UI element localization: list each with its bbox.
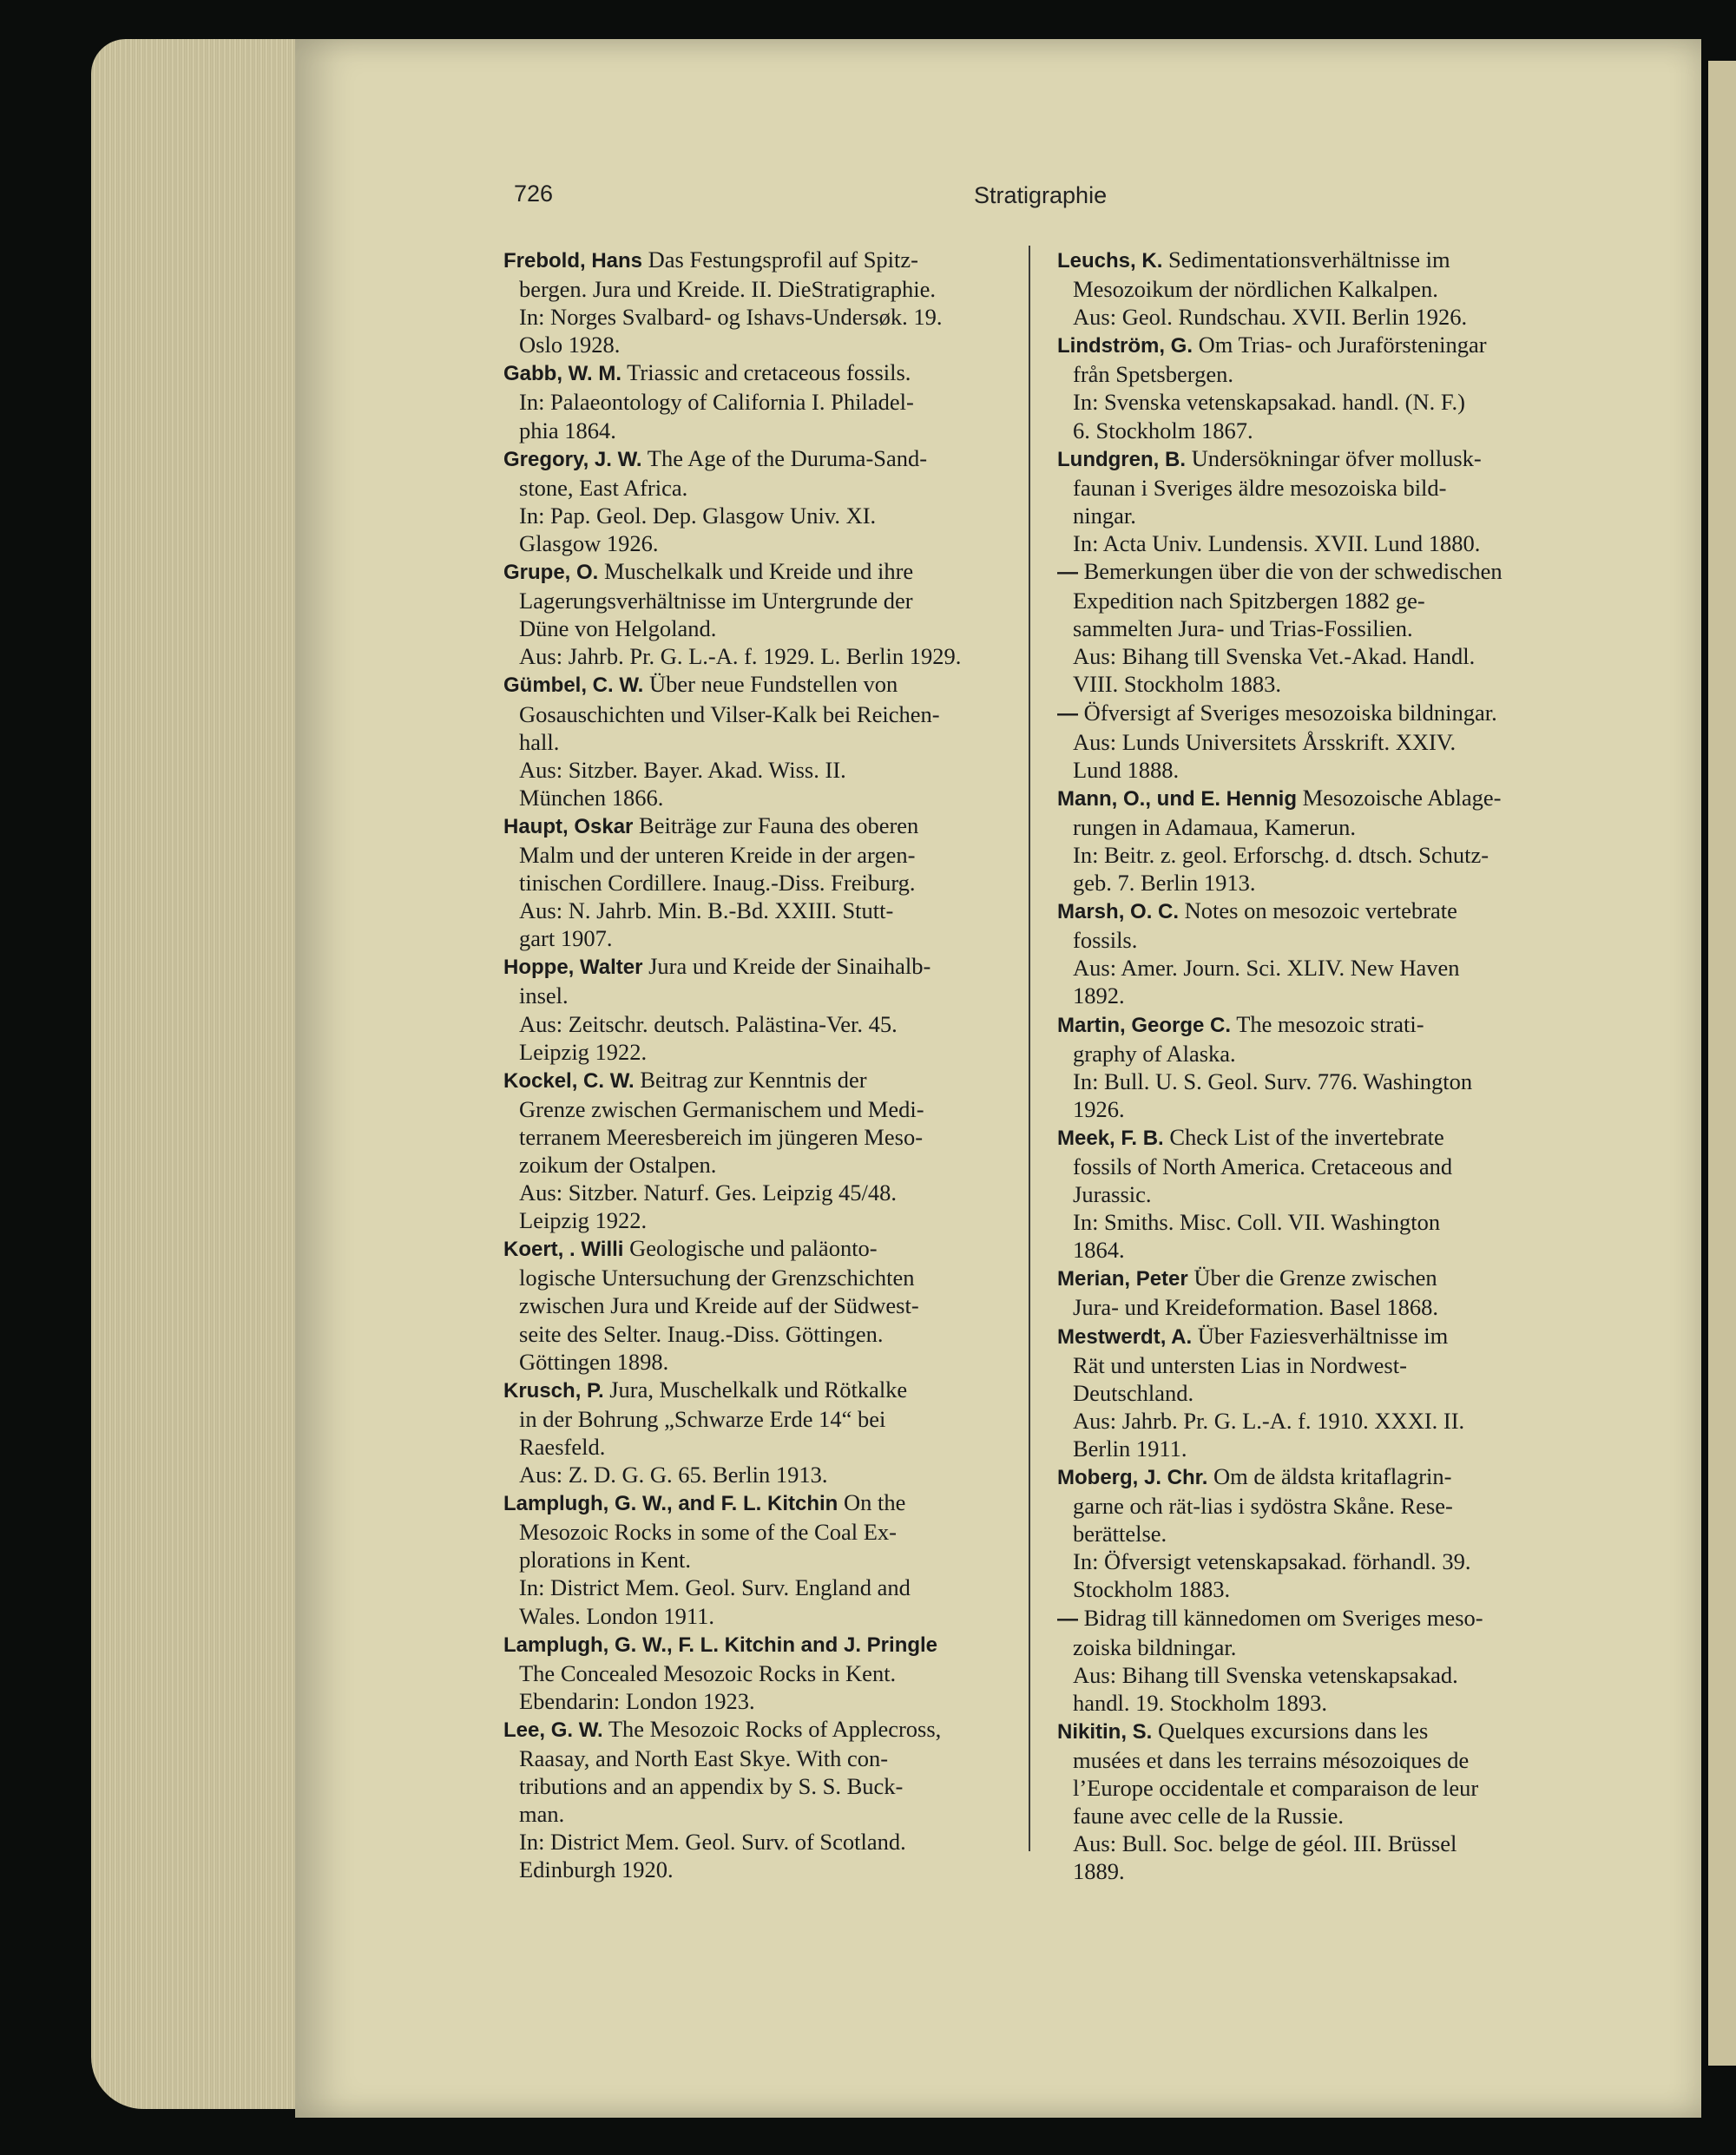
entry-line: zoikum der Ostalpen. — [519, 1152, 717, 1178]
bibliography-entry — [503, 557, 1024, 670]
bibliography-entry — [503, 1630, 1024, 1715]
entry-first-line — [1057, 331, 1578, 360]
entry-first-line — [1057, 897, 1578, 926]
entry-line: Expedition nach Spitzbergen 1882 ge- — [1073, 588, 1425, 614]
entry-line: zwischen Jura und Kreide auf der Südwest- — [519, 1292, 919, 1319]
entry-text: Das Festungsprofil auf Spitz- — [648, 246, 918, 273]
entry-line: faune avec celle de la Russie. — [1073, 1803, 1344, 1830]
bibliography-entry — [503, 358, 1024, 443]
entry-line: Berlin 1911. — [1073, 1435, 1187, 1462]
entry-first-line — [503, 1715, 1024, 1744]
entry-text: Muschelkalk und Kreide und ihre — [603, 558, 914, 585]
bibliography-entry — [1057, 897, 1578, 1009]
entry-first-line — [503, 246, 1024, 275]
entry-line: stone, East Africa. — [519, 474, 688, 501]
entry-line: 6. Stockholm 1867. — [1073, 417, 1253, 443]
entry-line: rungen in Adamaua, Kamerun. — [1073, 813, 1356, 840]
entry-author: Koert, . Willi — [503, 1238, 624, 1262]
entry-author: Grupe, O. — [503, 561, 599, 585]
entry-line: Oslo 1928. — [519, 332, 621, 358]
entry-line: tributions and an appendix by S. S. Buck- — [519, 1773, 904, 1800]
entry-line: The Concealed Mesozoic Rocks in Kent. — [519, 1659, 897, 1686]
entry-text: On the — [843, 1489, 906, 1516]
entry-text: The Age of the Duruma-Sand- — [647, 444, 928, 471]
entry-text: Quelques excursions dans les — [1157, 1717, 1429, 1744]
bibliography-entry — [503, 1715, 1024, 1884]
entry-line: Raesfeld. — [519, 1433, 606, 1460]
bibliography-entry — [503, 1066, 1024, 1235]
entry-line: München 1866. — [519, 784, 664, 811]
entry-line: In: Pap. Geol. Dep. Glasgow Univ. XI. — [519, 502, 877, 529]
bibliography-entry — [1057, 246, 1578, 331]
entry-text: Om Trias- och Juraförsteningar — [1198, 332, 1487, 358]
entry-line: seite des Selter. Inaug.-Diss. Göttingen. — [519, 1320, 884, 1347]
entry-line: In: Bull. U. S. Geol. Surv. 776. Washington — [1073, 1068, 1473, 1094]
entry-line: Jurassic. — [1073, 1181, 1152, 1208]
entry-line: Aus: Zeitschr. deutsch. Palästina-Ver. 45. — [519, 1010, 898, 1037]
entry-line: In: Öfversigt vetenskapsakad. förhandl. 39. — [1073, 1548, 1471, 1575]
bibliography-entry — [503, 246, 1024, 358]
entry-text: Über die Grenze zwischen — [1194, 1265, 1437, 1291]
bibliography-entry — [1057, 1010, 1578, 1123]
entry-text: Geologische und paläonto- — [629, 1235, 878, 1262]
book-page-edges — [91, 39, 299, 2109]
entry-author: Lee, G. W. — [503, 1718, 603, 1742]
entry-line: ningar. — [1073, 502, 1136, 529]
entry-line: sammelten Jura- und Trias-Fossilien. — [1073, 615, 1413, 642]
entry-author: Lundgren, B. — [1057, 447, 1186, 471]
bibliography-entry — [1057, 1604, 1578, 1717]
entry-first-line — [503, 1066, 1024, 1095]
entry-first-line — [1057, 1322, 1578, 1351]
entry-author: Gümbel, C. W. — [503, 673, 644, 698]
entry-line: 1892. — [1073, 982, 1125, 1009]
entry-line: Aus: Sitzber. Bayer. Akad. Wiss. II. — [519, 756, 846, 783]
entry-line: Aus: N. Jahrb. Min. B.-Bd. XXIII. Stutt- — [519, 897, 894, 924]
entry-line: VIII. Stockholm 1883. — [1073, 671, 1281, 698]
entry-line: In: Beitr. z. geol. Erforschg. d. dtsch. Schutz- — [1073, 841, 1489, 868]
bibliography-entry — [1057, 331, 1578, 443]
entry-line: graphy of Alaska. — [1073, 1040, 1236, 1067]
entry-line: 1889. — [1073, 1858, 1125, 1885]
entry-author: — — [1057, 701, 1078, 726]
entry-line: garne och rät-lias i sydöstra Skåne. Rese- — [1073, 1493, 1453, 1520]
entry-line: l’Europe occidentale et comparaison de leur — [1073, 1775, 1479, 1802]
entry-line: Glasgow 1926. — [519, 529, 659, 556]
entry-first-line — [503, 1488, 1024, 1518]
bibliography-entry — [503, 811, 1024, 952]
entry-first-line — [1057, 1010, 1578, 1040]
entry-author: Martin, George C. — [1057, 1013, 1232, 1037]
entry-first-line — [1057, 784, 1578, 813]
entry-text: Beiträge zur Fauna des oberen — [639, 811, 919, 838]
bibliography-entry — [503, 1376, 1024, 1488]
entry-line: Aus: Bull. Soc. belge de géol. III. Brüssel — [1073, 1830, 1457, 1857]
bibliography-entry — [503, 444, 1024, 557]
entry-line: Aus: Bihang till Svenska Vet.-Akad. Handl. — [1073, 643, 1476, 670]
entry-line: Aus: Bihang till Svenska vetenskapsakad. — [1073, 1661, 1458, 1688]
entry-line: Leipzig 1922. — [519, 1038, 648, 1065]
entry-line: Lagerungsverhältnisse im Untergrunde der — [519, 588, 913, 614]
entry-line: Mesozoic Rocks in some of the Coal Ex- — [519, 1519, 897, 1546]
entry-text: Notes on mesozoic vertebrate — [1184, 897, 1457, 924]
entry-line: 1864. — [1073, 1237, 1125, 1264]
entry-line: Aus: Z. D. G. G. 65. Berlin 1913. — [519, 1462, 828, 1488]
entry-text: Bidrag till kännedomen om Sveriges meso- — [1083, 1604, 1483, 1631]
bibliography-entry — [1057, 699, 1578, 784]
entry-line: insel. — [519, 982, 569, 1009]
entry-text: Über Faziesverhältnisse im — [1197, 1322, 1449, 1349]
entry-first-line — [1057, 1604, 1578, 1633]
entry-line: musées et dans les terrains mésozoiques de — [1073, 1746, 1470, 1773]
entry-text: Check List of the invertebrate — [1169, 1123, 1444, 1150]
entry-line: Malm und der unteren Kreide in der argen- — [519, 841, 916, 868]
entry-line: logische Untersuchung der Grenzschichten — [519, 1265, 915, 1291]
entry-first-line — [1057, 699, 1578, 728]
entry-line: Jura- und Kreideformation. Basel 1868. — [1073, 1294, 1438, 1321]
column-divider — [1029, 246, 1030, 1851]
entry-line: Aus: Lunds Universitets Årsskrift. XXIV. — [1073, 728, 1457, 755]
entry-first-line — [503, 1376, 1024, 1405]
entry-author: Merian, Peter — [1057, 1267, 1188, 1291]
bibliography-entry — [1057, 1322, 1578, 1462]
entry-text: Undersökningar öfver mollusk- — [1191, 444, 1482, 471]
entry-first-line — [1057, 1717, 1578, 1746]
entry-text: Beitrag zur Kenntnis der — [640, 1066, 867, 1093]
bibliography-entry — [1057, 1462, 1578, 1603]
entry-text: Öfversigt af Sveriges mesozoiska bildningar. — [1083, 699, 1497, 726]
entry-line: In: District Mem. Geol. Surv. England and — [519, 1574, 911, 1601]
entry-first-line — [1057, 557, 1578, 587]
entry-line: fossils. — [1073, 927, 1138, 954]
entry-line: Ebendarin: London 1923. — [519, 1687, 755, 1714]
entry-line: 1926. — [1073, 1095, 1125, 1122]
entry-line: Leipzig 1922. — [519, 1207, 648, 1234]
entry-author: Meek, F. B. — [1057, 1126, 1164, 1150]
entry-line: Deutschland. — [1073, 1379, 1194, 1406]
bibliography-entry — [503, 670, 1024, 811]
entry-line: terranem Meeresbereich im jüngeren Meso- — [519, 1123, 924, 1150]
entry-first-line — [503, 1630, 1024, 1659]
entry-first-line — [503, 1234, 1024, 1264]
entry-line: handl. 19. Stockholm 1893. — [1073, 1689, 1327, 1716]
entry-line: fossils of North America. Cretaceous and — [1073, 1153, 1453, 1179]
entry-line: In: District Mem. Geol. Surv. of Scotland. — [519, 1829, 906, 1856]
entry-first-line — [1057, 444, 1578, 474]
entry-author: Kockel, C. W. — [503, 1068, 635, 1093]
entry-text: Triassic and cretaceous fossils. — [627, 359, 911, 386]
entry-line: geb. 7. Berlin 1913. — [1073, 870, 1256, 897]
entry-line: Düne von Helgoland. — [519, 615, 717, 642]
entry-first-line — [1057, 1264, 1578, 1293]
entry-author: Mestwerdt, A. — [1057, 1324, 1193, 1349]
entry-line: Wales. London 1911. — [519, 1602, 715, 1629]
page-header — [514, 181, 1208, 215]
entry-author: Gregory, J. W. — [503, 447, 642, 471]
entry-author: Mann, O., und E. Hennig — [1057, 786, 1297, 811]
entry-first-line — [503, 670, 1024, 700]
entry-line: Rät und untersten Lias in Nordwest- — [1073, 1351, 1407, 1378]
entry-line: man. — [519, 1801, 565, 1828]
entry-line: faunan i Sveriges äldre mesozoiska bild- — [1073, 474, 1447, 501]
entry-author: Lamplugh, G. W., F. L. Kitchin and J. Pringle — [503, 1633, 938, 1657]
entry-line: in der Bohrung „Schwarze Erde 14“ bei — [519, 1405, 886, 1432]
entry-first-line — [1057, 246, 1578, 275]
bibliography-entry — [503, 1488, 1024, 1629]
entry-text: Mesozoische Ablage- — [1302, 784, 1502, 811]
entry-text: The mesozoic strati- — [1236, 1010, 1424, 1037]
entry-text: Bemerkungen über die von der schwedischen — [1083, 558, 1503, 585]
entry-line: In: Norges Svalbard- og Ishavs-Undersøk. 19. — [519, 304, 943, 331]
entry-line: Lund 1888. — [1073, 756, 1180, 783]
entry-first-line — [503, 358, 1024, 388]
entry-line: hall. — [519, 728, 560, 755]
entry-line: Aus: Jahrb. Pr. G. L.-A. f. 1929. L. Berlin 1929. — [519, 643, 962, 670]
running-title: Stratigraphie — [974, 182, 1108, 208]
entry-first-line — [503, 952, 1024, 982]
page-number: 726 — [514, 181, 554, 207]
bibliography-entry — [1057, 557, 1578, 698]
entry-line: Aus: Sitzber. Naturf. Ges. Leipzig 45/48. — [519, 1179, 897, 1206]
entry-line: Aus: Amer. Journ. Sci. XLIV. New Haven — [1073, 955, 1460, 982]
entry-line: Göttingen 1898. — [519, 1348, 669, 1375]
entry-text: Über neue Fundstellen von — [648, 671, 898, 698]
next-page-edge — [1708, 61, 1736, 2066]
right-column — [1057, 246, 1578, 1885]
entry-text: Om de äldsta kritaflagrin- — [1213, 1463, 1452, 1490]
entry-text: The Mesozoic Rocks of Applecross, — [608, 1715, 942, 1742]
entry-text: Jura und Kreide der Sinaihalb- — [648, 953, 931, 980]
entry-line: från Spetsbergen. — [1073, 361, 1233, 388]
entry-line: Aus: Geol. Rundschau. XVII. Berlin 1926. — [1073, 304, 1468, 331]
entry-first-line — [1057, 1462, 1578, 1492]
entry-line: Grenze zwischen Germanischem und Medi- — [519, 1095, 924, 1122]
entry-line: phia 1864. — [519, 417, 616, 443]
entry-first-line — [1057, 1123, 1578, 1153]
entry-line: Edinburgh 1920. — [519, 1856, 674, 1883]
entry-author: Lindström, G. — [1057, 334, 1193, 358]
entry-line: Aus: Jahrb. Pr. G. L.-A. f. 1910. XXXI. II. — [1073, 1407, 1465, 1434]
entry-author: Hoppe, Walter — [503, 956, 643, 980]
entry-line: Raasay, and North East Skye. With con- — [519, 1744, 889, 1771]
entry-author: Moberg, J. Chr. — [1057, 1466, 1208, 1490]
entry-author: Leuchs, K. — [1057, 249, 1163, 273]
entry-author: Nikitin, S. — [1057, 1719, 1153, 1744]
entry-line: Gosauschichten und Vilser-Kalk bei Reichen- — [519, 700, 940, 727]
entry-line: In: Palaeontology of California I. Philadel- — [519, 389, 914, 416]
bibliography-entry — [1057, 1717, 1578, 1886]
entry-author: Marsh, O. C. — [1057, 900, 1180, 924]
entry-line: gart 1907. — [519, 925, 613, 952]
entry-line: zoiska bildningar. — [1073, 1633, 1237, 1660]
entry-text: Jura, Muschelkalk und Rötkalke — [609, 1376, 908, 1403]
entry-line: In: Acta Univ. Lundensis. XVII. Lund 1880. — [1073, 529, 1481, 556]
bibliography-entry — [1057, 1264, 1578, 1321]
entry-author: — — [1057, 1606, 1078, 1631]
entry-author: Lamplugh, G. W., and F. L. Kitchin — [503, 1492, 838, 1516]
entry-author: Frebold, Hans — [503, 249, 643, 273]
bibliography-entry — [1057, 784, 1578, 897]
entry-first-line — [503, 557, 1024, 587]
entry-text: Sedimentationsverhältnisse im — [1167, 246, 1450, 273]
entry-line: tinischen Cordillere. Inaug.-Diss. Freiburg. — [519, 870, 916, 897]
entry-first-line — [503, 811, 1024, 841]
entry-author: — — [1057, 561, 1078, 585]
entry-line: berättelse. — [1073, 1521, 1167, 1547]
entry-line: Stockholm 1883. — [1073, 1576, 1231, 1603]
entry-first-line — [503, 444, 1024, 474]
entry-line: In: Svenska vetenskapsakad. handl. (N. F.) — [1073, 389, 1465, 416]
entry-line: In: Smiths. Misc. Coll. VII. Washington — [1073, 1209, 1441, 1236]
entry-line: plorations in Kent. — [519, 1547, 691, 1574]
entry-author: Krusch, P. — [503, 1378, 604, 1403]
entry-author: Haupt, Oskar — [503, 814, 634, 838]
bibliography-entry — [503, 1234, 1024, 1375]
entry-line: Mesozoikum der nördlichen Kalkalpen. — [1073, 276, 1438, 303]
entry-line: bergen. Jura und Kreide. II. DieStratigraphie. — [519, 276, 937, 303]
left-column — [503, 246, 1024, 1883]
bibliography-entry — [1057, 1123, 1578, 1264]
entry-author: Gabb, W. M. — [503, 362, 621, 386]
bibliography-entry — [1057, 444, 1578, 557]
bibliography-entry — [503, 952, 1024, 1065]
